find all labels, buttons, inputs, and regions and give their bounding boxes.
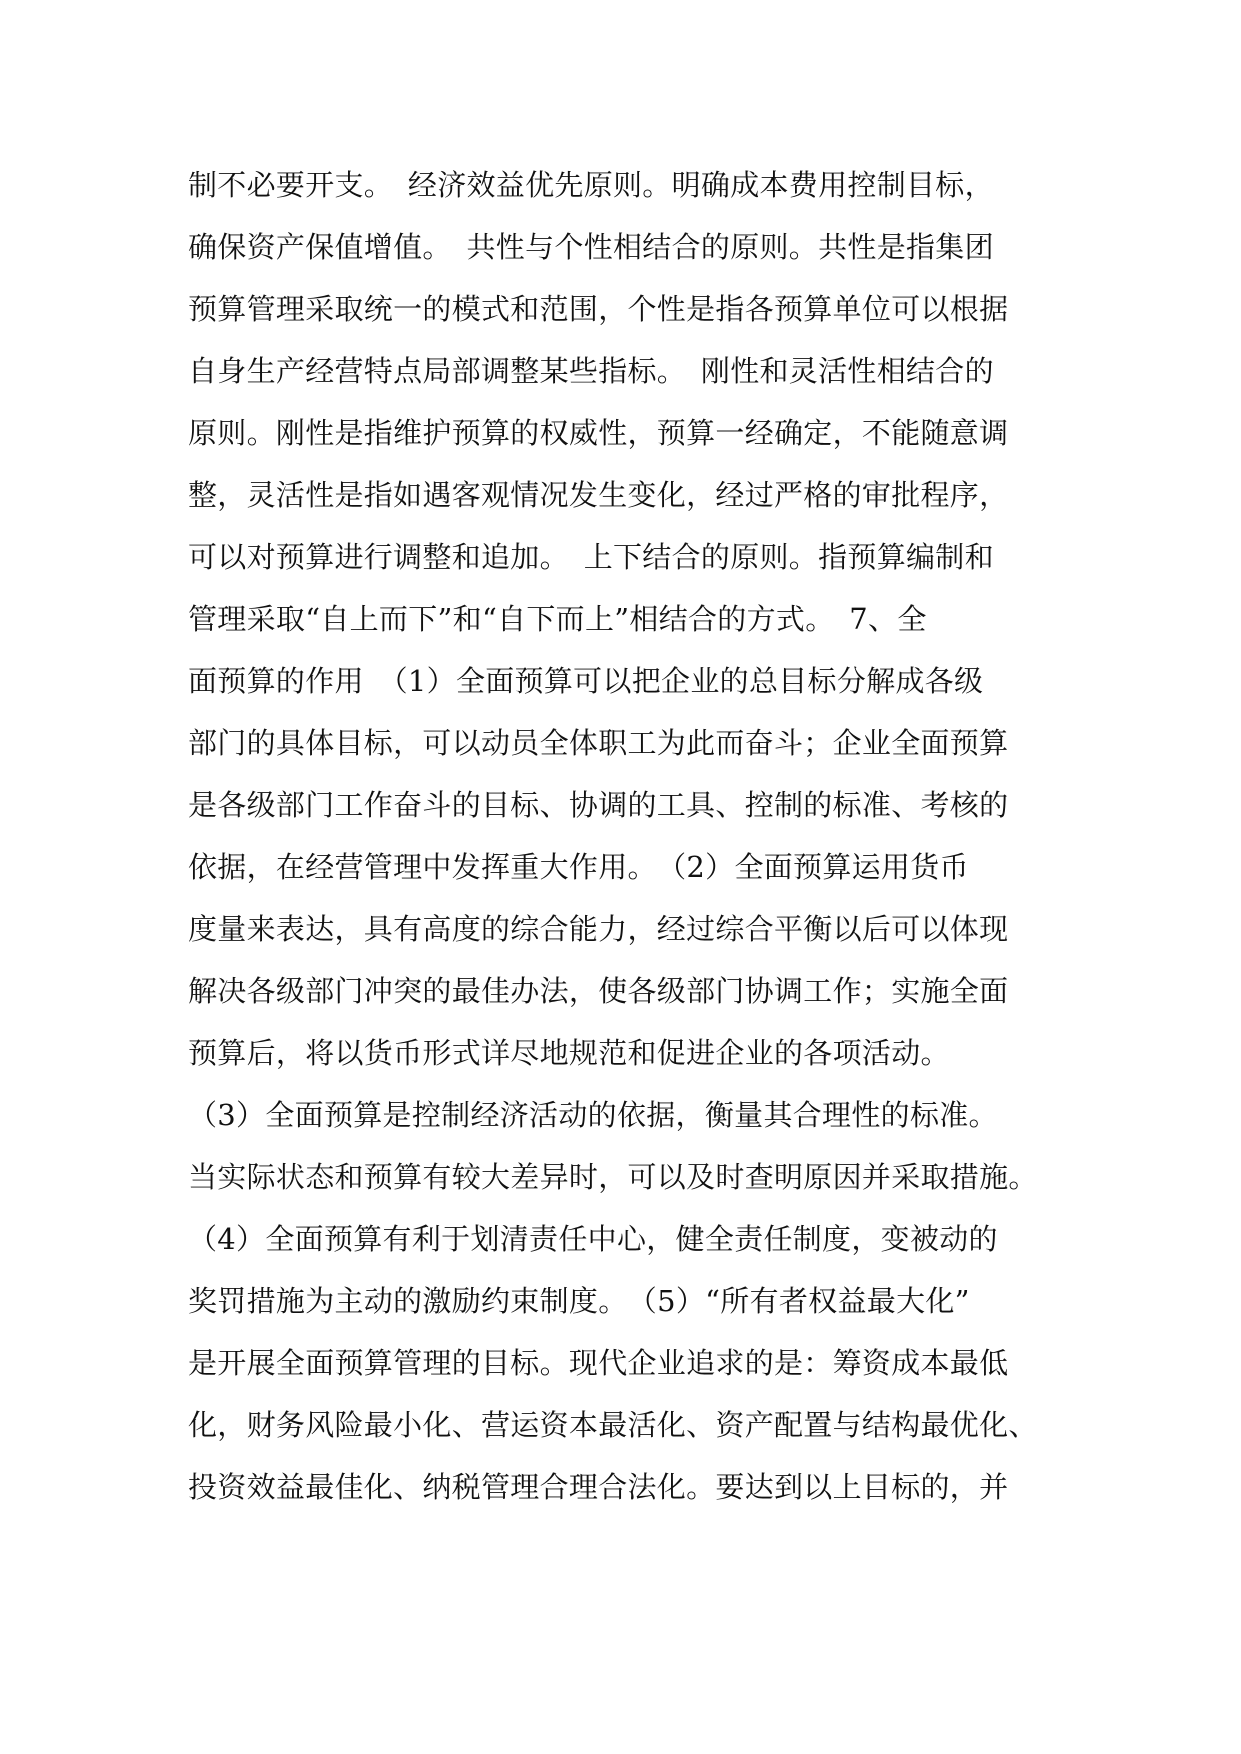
text-line: 度量来表达，具有高度的综合能力，经过综合平衡以后可以体现 <box>188 912 1009 946</box>
text-line: 是各级部门工作奋斗的目标、协调的工具、控制的标准、考核的 <box>188 788 1009 822</box>
text-line: 解决各级部门冲突的最佳办法，使各级部门协调工作；实施全面 <box>188 974 1009 1008</box>
body-text <box>188 154 1068 1518</box>
text-line: 自身生产经营特点局部调整某些指标。 刚性和灵活性相结合的 <box>188 354 994 388</box>
text-line: 可以对预算进行调整和追加。 上下结合的原则。指预算编制和 <box>188 540 994 574</box>
text-line: 化，财务风险最小化、营运资本最活化、资产配置与结构最优化、 <box>188 1408 1038 1442</box>
text-line: 投资效益最佳化、纳税管理合理合法化。要达到以上目标的，并 <box>188 1470 1009 1504</box>
text-line: 确保资产保值增值。 共性与个性相结合的原则。共性是指集团 <box>188 230 994 264</box>
text-line: 奖罚措施为主动的激励约束制度。 （5）“所有者权益最大化” <box>188 1284 970 1318</box>
text-line: 预算管理采取统一的模式和范围，个性是指各预算单位可以根据 <box>188 292 1009 326</box>
text-line: 原则。刚性是指维护预算的权威性，预算一经确定，不能随意调 <box>188 416 1009 450</box>
text-line: 面预算的作用 （1）全面预算可以把企业的总目标分解成各级 <box>188 664 984 698</box>
text-line: 是开展全面预算管理的目标。现代企业追求的是：筹资成本最低 <box>188 1346 1009 1380</box>
text-line: 整，灵活性是指如遇客观情况发生变化，经过严格的审批程序， <box>188 478 1009 512</box>
text-line: 当实际状态和预算有较大差异时，可以及时查明原因并采取措施。 <box>188 1160 1038 1194</box>
text-line: （3）全面预算是控制经济活动的依据，衡量其合理性的标准。 <box>188 1098 998 1132</box>
text-line: 部门的具体目标，可以动员全体职工为此而奋斗；企业全面预算 <box>188 726 1009 760</box>
text-line: 管理采取“自上而下”和“自下而上”相结合的方式。 7、全 <box>188 602 927 636</box>
text-line: 预算后，将以货币形式详尽地规范和促进企业的各项活动。 <box>188 1036 950 1070</box>
text-line: 依据，在经营管理中发挥重大作用。 （2）全面预算运用货币 <box>188 850 969 884</box>
text-line: 制不必要开支。 经济效益优先原则。明确成本费用控制目标， <box>188 168 994 202</box>
text-line: （4）全面预算有利于划清责任中心，健全责任制度，变被动的 <box>188 1222 998 1256</box>
